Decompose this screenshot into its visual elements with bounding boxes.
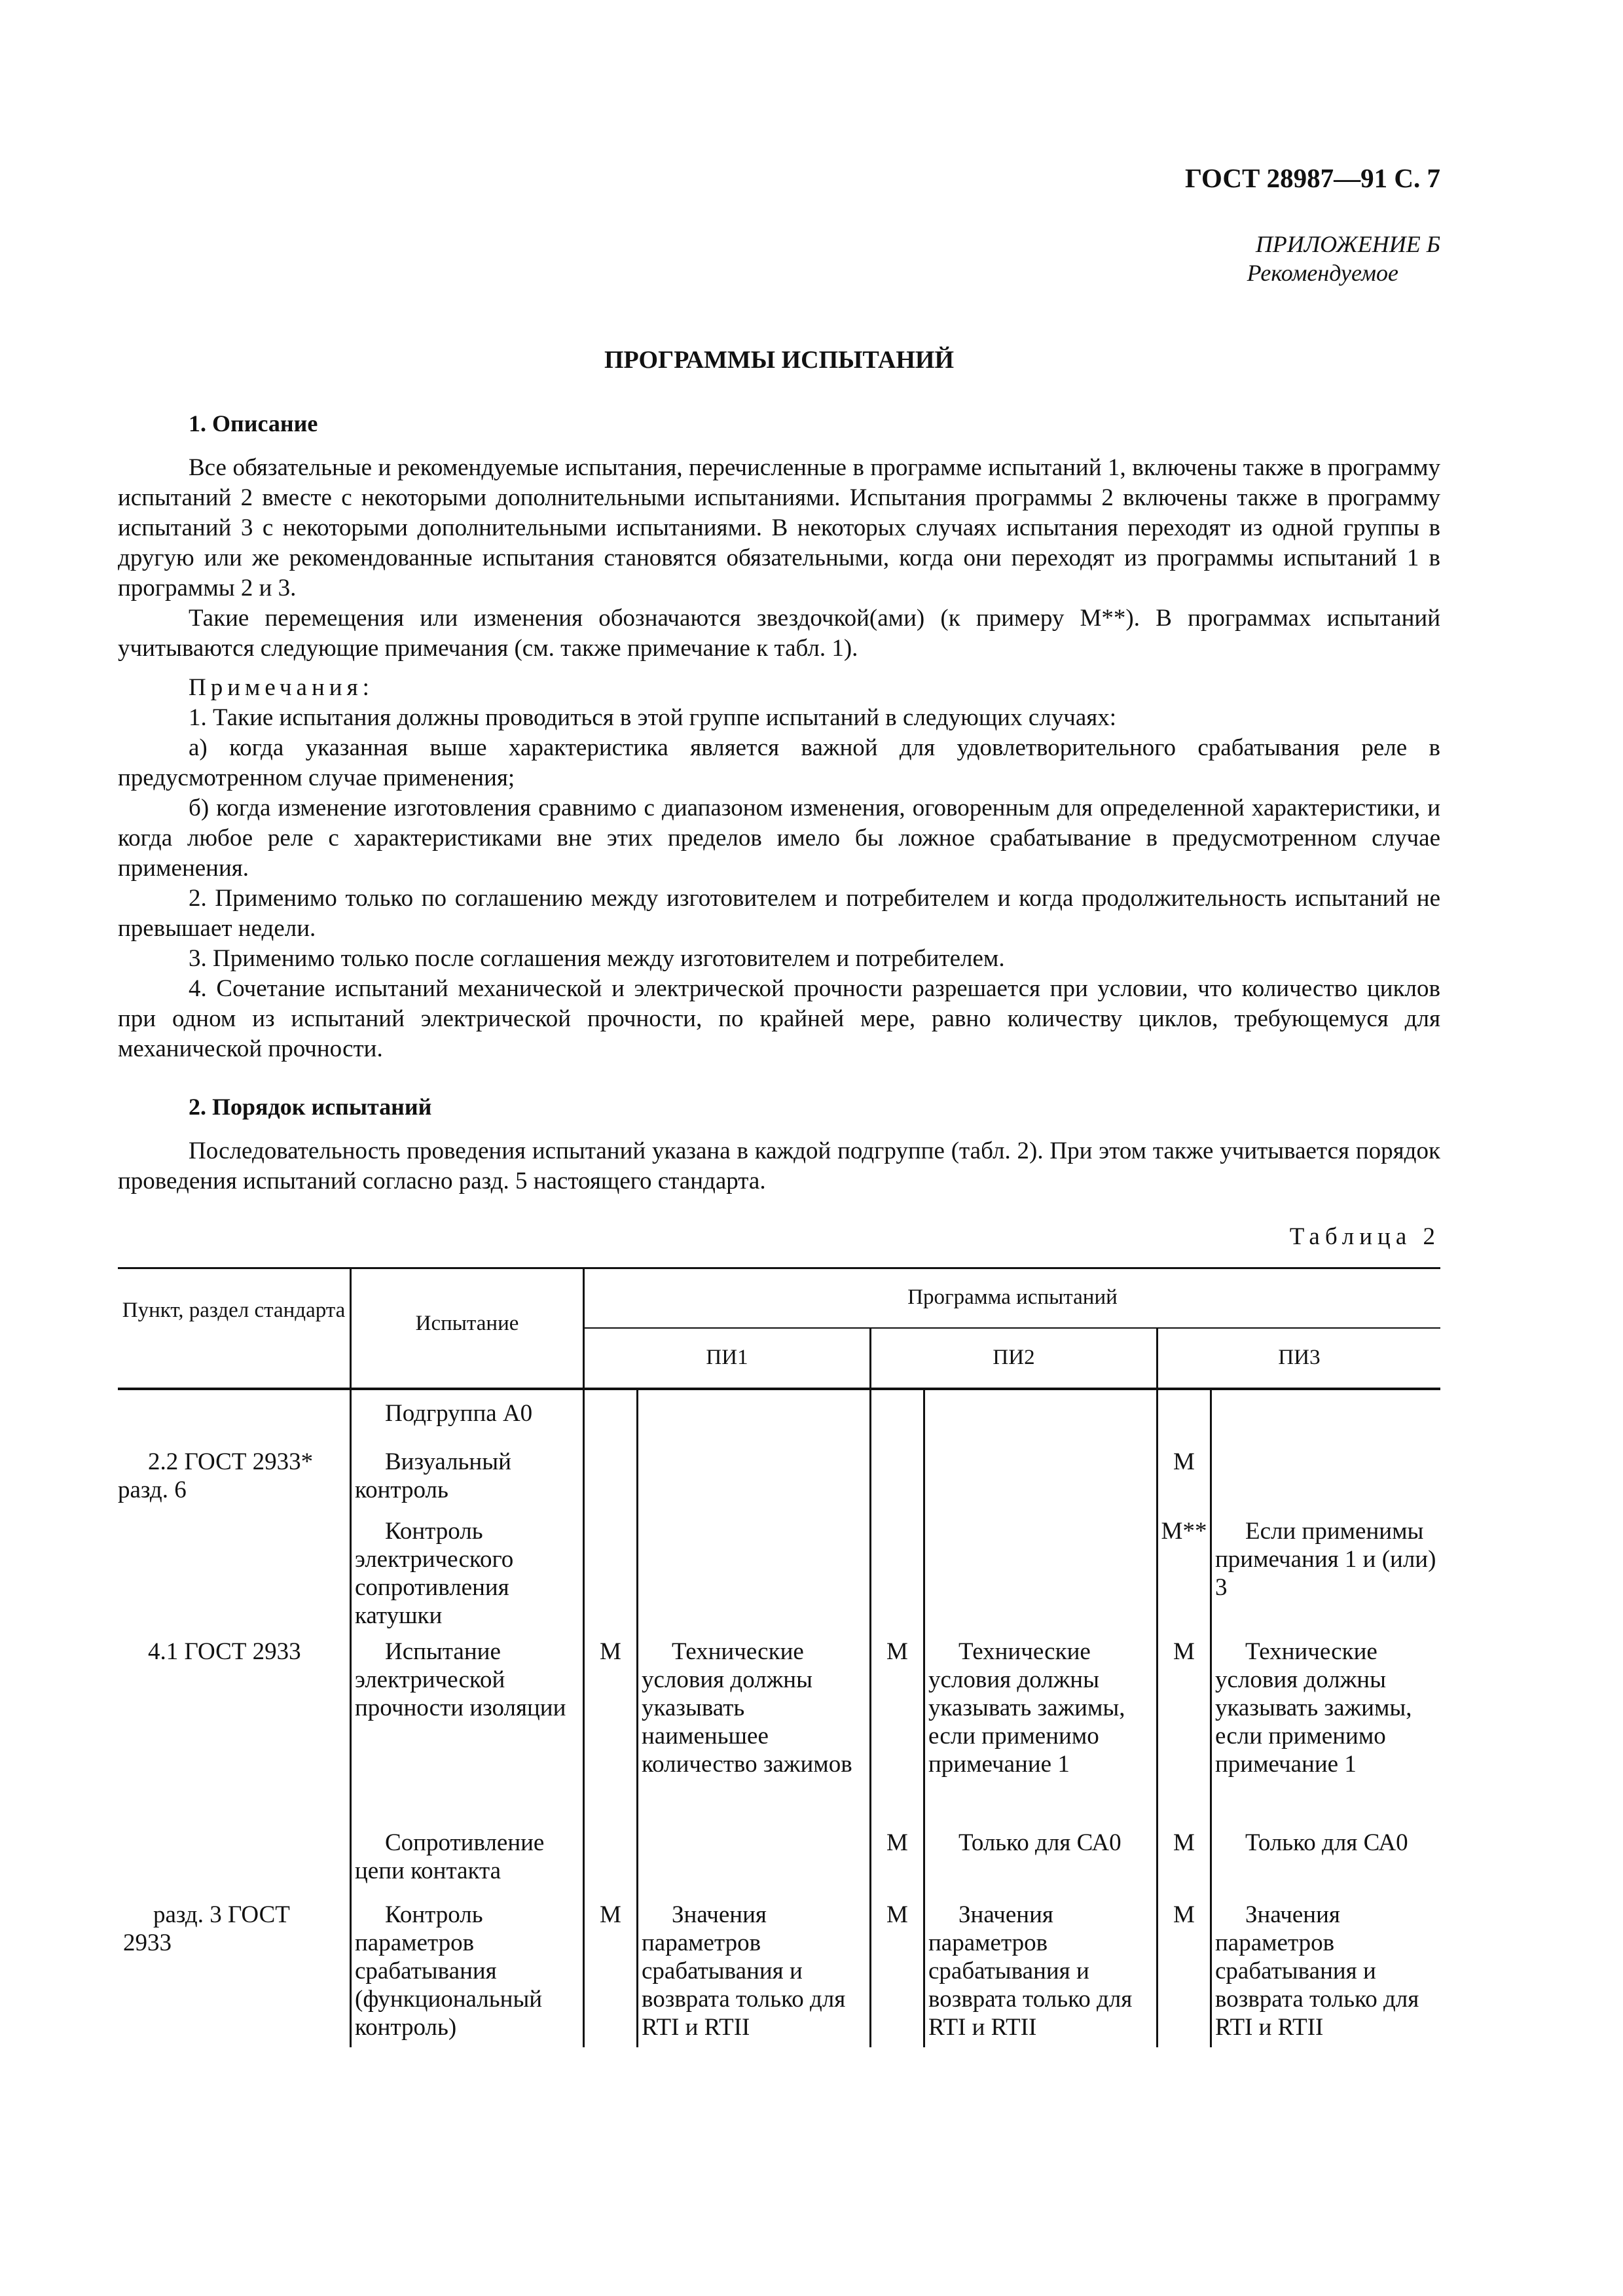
column-divider — [1156, 1388, 1158, 2047]
appendix-label: ПРИЛОЖЕНИЕ Б — [1255, 231, 1440, 257]
row-pi2-mark: М — [886, 1638, 908, 1665]
row-test: Контроль параметров срабатывания (функциональный контроль) — [355, 1901, 543, 2041]
column-divider — [869, 1388, 871, 2047]
page-title: ПРОГРАММЫ ИСПЫТАНИЙ — [604, 346, 955, 374]
row-test: Испытание электрической прочности изоляции — [355, 1638, 566, 1721]
row-pi3-mark: М** — [1161, 1518, 1207, 1545]
appendix-status: Рекомендуемое — [1247, 260, 1398, 286]
row-clause: разд. 3 ГОСТ 2933 — [123, 1901, 290, 1956]
row-pi3-mark: М — [1173, 1901, 1195, 1928]
row-clause: 2.2 ГОСТ 2933* разд. 6 — [118, 1448, 314, 1503]
row-clause: 4.1 ГОСТ 2933 — [148, 1638, 301, 1665]
header-pi1: ПИ1 — [706, 1346, 748, 1369]
row-test: Контроль электрического сопротивления катушки — [355, 1518, 514, 1629]
header-pi3: ПИ3 — [1278, 1346, 1321, 1369]
row-test: Визуальный контроль — [355, 1448, 511, 1503]
header-program: Программа испытаний — [907, 1285, 1118, 1309]
section-1-heading: 1. Описание — [189, 410, 318, 437]
row-pi1-note: Технические условия должны указывать наименьшее количество зажимов — [642, 1638, 852, 1778]
row-pi2-note: Технические условия должны указывать зажимы, если применимо примечание 1 — [928, 1638, 1125, 1778]
section-1-body — [118, 453, 1440, 1064]
row-pi2-note: Только для СА0 — [958, 1829, 1122, 1856]
column-divider — [923, 1388, 925, 2047]
column-divider — [583, 1388, 585, 2047]
table-2 — [118, 1267, 1440, 2053]
row-pi2-mark: М — [886, 1829, 908, 1856]
paragraph: Все обязательные и рекомендуемые испытания, перечисленные в программе испытаний 1, включены также в программу испытаний 2 вместе с некоторыми дополнительными испытаниями. Испытания программы 2 включены также в программу испытаний 3 с некоторыми дополнительными испытаниями. В некоторых случаях испытания переходят из одной группы в другую или же рекомендованные испытания становятся обязательными, когда они переходят из программы испытаний 1 в программы 2 и 3. — [118, 454, 1440, 601]
row-pi3-mark: М — [1173, 1638, 1195, 1665]
section-2-heading: 2. Порядок испытаний — [189, 1094, 432, 1120]
row-test: Сопротивление цепи контакта — [355, 1829, 545, 1884]
notes-heading: Примечания: — [189, 674, 374, 701]
document-reference: ГОСТ 28987—91 С. 7 — [1184, 163, 1440, 193]
paragraph: Такие перемещения или изменения обозначаются звездочкой(ами) (к примеру М**). В программах испытаний учитываются следующие примечания (см. также примечание к табл. 1). — [118, 605, 1440, 662]
note-2: 2. Применимо только по соглашению между изготовителем и потребителем и когда продолжительность испытаний не превышает недели. — [118, 885, 1440, 942]
row-pi3-note: Технические условия должны указывать зажимы, если применимо примечание 1 — [1215, 1638, 1412, 1778]
row-pi1-mark: М — [600, 1638, 621, 1665]
row-pi3-note: Значения параметров срабатывания и возврата только для RTI и RTII — [1215, 1901, 1419, 2041]
column-divider — [1210, 1388, 1212, 2047]
program-header-rule — [583, 1327, 1440, 1329]
header-clause: Пункт, раздел стандарта — [122, 1299, 346, 1322]
row-pi2-note: Значения параметров срабатывания и возврата только для RTI и RTII — [928, 1901, 1133, 2041]
header-bottom-rule — [118, 1388, 1440, 1390]
note-3: 3. Применимо только после соглашения между изготовителем и потребителем. — [189, 945, 1005, 972]
note-1: 1. Такие испытания должны проводиться в этой группе испытаний в следующих случаях: — [189, 704, 1117, 731]
row-pi3-mark: М — [1173, 1829, 1195, 1856]
row-pi3-mark: М — [1173, 1448, 1195, 1475]
paragraph: Последовательность проведения испытаний указана в каждой подгруппе (табл. 2). При этом также учитывается порядок проведения испытаний согласно разд. 5 настоящего стандарта. — [118, 1138, 1440, 1194]
column-divider — [636, 1388, 638, 2047]
note-1a: а) когда указанная выше характеристика является важной для удовлетворительного срабатывания реле в предусмотренном случае применения; — [118, 734, 1440, 791]
column-divider — [350, 1388, 352, 2047]
row-pi2-mark: М — [886, 1901, 908, 1928]
table-label: Таблица 2 — [1289, 1223, 1440, 1250]
note-4: 4. Сочетание испытаний механической и электрической прочности разрешается при условии, что количество циклов при одном из испытаний электрической прочности, по крайней мере, равно количеству циклов, требующемуся для механической прочности. — [118, 975, 1440, 1062]
header-pi2: ПИ2 — [993, 1346, 1035, 1369]
table-top-rule — [118, 1267, 1440, 1269]
subgroup-label: Подгруппа А0 — [385, 1400, 533, 1427]
section-2-body — [118, 1136, 1440, 1196]
row-pi3-note: Только для СА0 — [1245, 1829, 1408, 1856]
row-pi1-mark: М — [600, 1901, 621, 1928]
header-test: Испытание — [415, 1312, 519, 1335]
row-pi3-note: Если применимы примечания 1 и (или) 3 — [1215, 1518, 1436, 1601]
row-pi1-note: Значения параметров срабатывания и возврата только для RTI и RTII — [642, 1901, 846, 2041]
note-1b: б) когда изменение изготовления сравнимо с диапазоном изменения, оговоренным для определенной характеристики, и когда любое реле с характеристиками вне этих пределов имело бы ложное срабатывание в предусмотренном случае применения. — [118, 795, 1440, 882]
